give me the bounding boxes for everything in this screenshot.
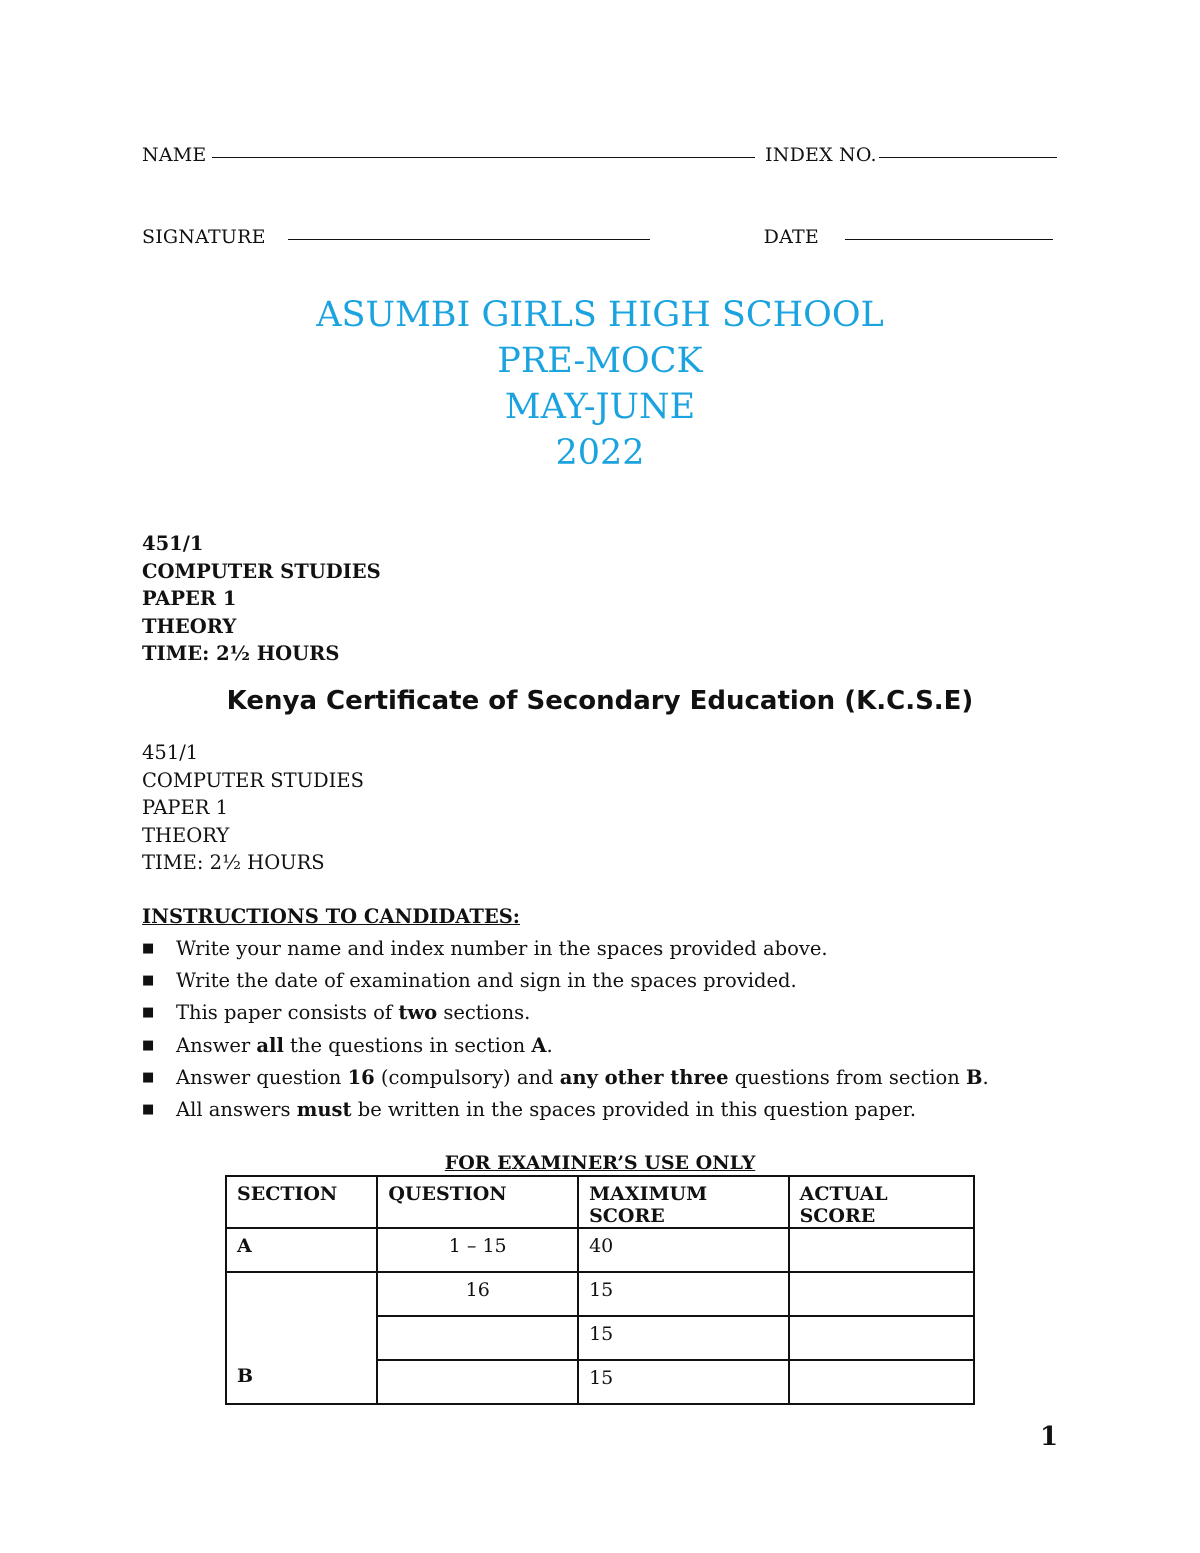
paper-subject: COMPUTER STUDIES <box>142 559 381 583</box>
section-cell: A <box>226 1228 377 1272</box>
instruction-emphasis: A <box>531 1033 547 1057</box>
actual-score-cell[interactable] <box>789 1272 974 1316</box>
instruction-text: Write your name and index number in the spaces provided above. <box>176 937 828 960</box>
square-bullet-icon: ■ <box>142 973 155 989</box>
question-cell: 16 <box>377 1272 578 1316</box>
max-score-cell: 40 <box>578 1228 789 1272</box>
instruction-text: All answers <box>176 1097 297 1121</box>
instruction-text: sections. <box>437 1001 531 1025</box>
instructions-title: INSTRUCTIONS TO CANDIDATES: <box>142 905 521 928</box>
instruction-emphasis: all <box>256 1033 284 1057</box>
signature-label: SIGNATURE <box>142 226 266 248</box>
paper-type: THEORY <box>142 823 230 847</box>
instructions-list <box>142 934 989 1127</box>
max-score-cell: 15 <box>578 1272 789 1316</box>
date-input-line[interactable] <box>845 239 1053 240</box>
exam-year: 2022 <box>555 433 645 473</box>
instruction-text: Answer <box>176 1033 257 1057</box>
square-bullet-icon: ■ <box>142 941 155 956</box>
header-section: SECTION <box>226 1176 377 1228</box>
instruction-text: be written in the spaces provided in this question paper. <box>351 1097 917 1121</box>
max-score-cell: 15 <box>578 1316 789 1360</box>
name-index-row <box>142 144 1057 166</box>
question-cell[interactable] <box>377 1316 578 1360</box>
instruction-text: questions from section <box>728 1065 966 1089</box>
instruction-text: Write the date of examination and sign in the spaces provided. <box>176 969 797 993</box>
header-maximum-score: MAXIMUM SCORE <box>578 1176 789 1228</box>
signature-date-row <box>142 226 1057 248</box>
actual-score-cell[interactable] <box>789 1316 974 1360</box>
actual-score-cell[interactable] <box>789 1360 974 1404</box>
name-label: NAME <box>142 144 207 166</box>
question-cell: 1 – 15 <box>377 1228 578 1272</box>
square-bullet-icon: ■ <box>142 1101 155 1117</box>
square-bullet-icon: ■ <box>142 1005 155 1021</box>
list-item <box>142 1095 989 1127</box>
paper-details-bold <box>142 530 381 668</box>
exam-name: PRE-MOCK <box>497 341 703 381</box>
instruction-text: . <box>546 1033 553 1057</box>
paper-subject: COMPUTER STUDIES <box>142 768 364 792</box>
instruction-text: Answer question <box>176 1065 348 1089</box>
max-score-cell: 15 <box>578 1360 789 1404</box>
index-label: INDEX NO. <box>765 144 877 166</box>
square-bullet-icon: ■ <box>142 1069 155 1085</box>
date-label: DATE <box>763 226 819 248</box>
actual-score-cell[interactable] <box>789 1228 974 1272</box>
instruction-emphasis: two <box>398 1001 438 1025</box>
school-heading <box>0 292 1200 476</box>
instruction-emphasis: B <box>965 1065 983 1089</box>
paper-time: TIME: 2½ HOURS <box>142 642 340 665</box>
header-actual-score: ACTUAL SCORE <box>789 1176 974 1228</box>
paper-number: PAPER 1 <box>142 796 229 819</box>
instruction-text: This paper consists of <box>176 1001 399 1025</box>
paper-type: THEORY <box>142 614 237 638</box>
instruction-emphasis: 16 <box>347 1065 375 1089</box>
header-question: QUESTION <box>377 1176 578 1228</box>
list-item <box>142 1031 989 1063</box>
page-number: 1 <box>1040 1422 1059 1452</box>
instruction-text: the questions in section <box>283 1033 532 1057</box>
examiner-table-title: FOR EXAMINER’S USE ONLY <box>444 1152 756 1174</box>
signature-input-line[interactable] <box>288 239 650 240</box>
table-row <box>226 1228 974 1272</box>
table-header-row <box>226 1176 974 1228</box>
list-item <box>142 934 989 966</box>
exam-period: MAY-JUNE <box>504 387 696 427</box>
instruction-emphasis: any other three <box>559 1065 729 1089</box>
name-input-line[interactable] <box>212 157 755 158</box>
list-item <box>142 966 989 998</box>
paper-number: PAPER 1 <box>142 587 237 610</box>
school-name: ASUMBI GIRLS HIGH SCHOOL <box>316 295 884 335</box>
kcse-title: Kenya Certificate of Secondary Education (K.C.S.E) <box>226 686 974 716</box>
square-bullet-icon: ■ <box>142 1037 155 1053</box>
paper-details-plain <box>142 739 364 877</box>
paper-time: TIME: 2½ HOURS <box>142 851 325 874</box>
paper-code: 451/1 <box>142 532 204 555</box>
list-item <box>142 1063 989 1095</box>
examiner-score-table <box>225 1175 975 1405</box>
paper-code: 451/1 <box>142 741 199 764</box>
instruction-text: . <box>982 1065 989 1089</box>
instruction-emphasis: must <box>296 1097 352 1121</box>
table-row <box>226 1272 974 1316</box>
instruction-text: (compulsory) and <box>374 1065 560 1089</box>
list-item <box>142 998 989 1030</box>
section-cell: B <box>226 1272 377 1404</box>
index-input-line[interactable] <box>879 157 1057 158</box>
question-cell[interactable] <box>377 1360 578 1404</box>
